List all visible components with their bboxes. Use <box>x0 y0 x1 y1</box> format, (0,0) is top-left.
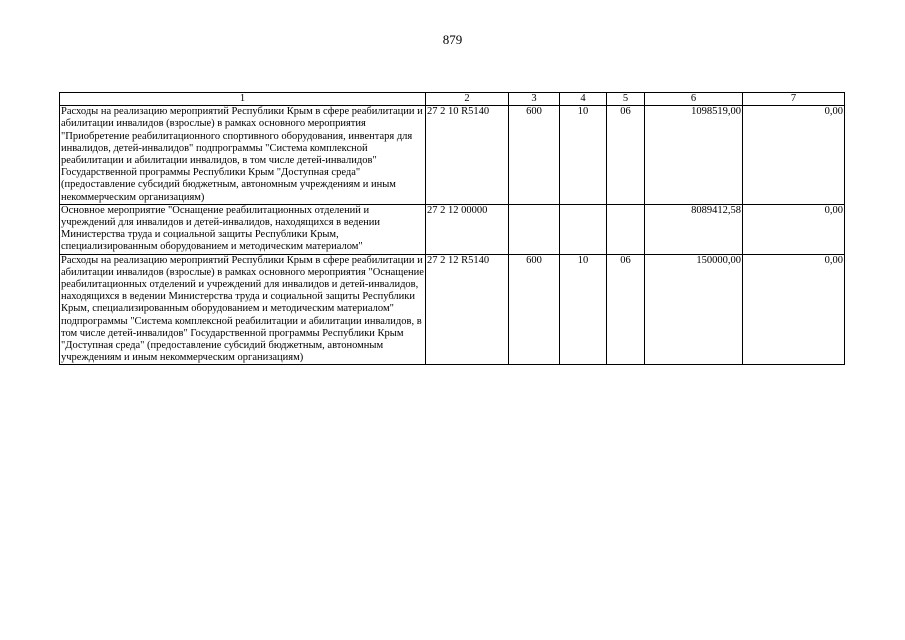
row-description: Расходы на реализацию мероприятий Республики Крым в сфере реабилитации и абилитации инвалидов (взрослые) в рамках основного мероприятия "Приобретение реабилитационного спортивного оборудования, инвентаря для инвалидов, детей-инвалидов" подпрограммы "Система комплексной реабилитации и абилитации инвалидов, в том числе детей-инвалидов" Государственной программы Республики Крым "Доступная среда" (предоставление субсидий бюджетным, автономным учреждениям и иным некоммерческим организациям) <box>60 106 426 205</box>
row-col5: 06 <box>607 106 645 205</box>
table-row <box>60 204 845 254</box>
row-col4: 10 <box>560 254 607 365</box>
row-col7: 0,00 <box>743 106 845 205</box>
row-col6: 150000,00 <box>645 254 743 365</box>
row-col6: 8089412,58 <box>645 204 743 254</box>
column-header: 4 <box>560 93 607 106</box>
column-header: 1 <box>60 93 426 106</box>
row-col4: 10 <box>560 106 607 205</box>
row-code: 27 2 12 00000 <box>426 204 509 254</box>
row-col5: 06 <box>607 254 645 365</box>
table-row <box>60 106 845 205</box>
page-number: 879 <box>442 32 463 47</box>
column-header: 7 <box>743 93 845 106</box>
table-row <box>60 254 845 365</box>
row-description: Расходы на реализацию мероприятий Республики Крым в сфере реабилитации и абилитации инвалидов (взрослые) в рамках основного мероприятия "Оснащение реабилитационных отделений и учреждений для инвалидов и детей-инвалидов, находящихся в ведении Министерства труда и социальной защиты Республики Крым, специализированным оборудованием и методическим материалом" подпрограммы "Система комплексной реабилитации и абилитации инвалидов, в том числе детей-инвалидов" Государственной программы Республики Крым "Доступная среда" (предоставление субсидий бюджетным, автономным учреждениям и иным некоммерческим организациям) <box>61 254 424 364</box>
row-col3: 600 <box>509 106 560 205</box>
budget-table <box>59 92 845 365</box>
column-header: 2 <box>426 93 509 106</box>
row-description: Основное мероприятие "Оснащение реабилитационных отделений и учреждений для инвалидов и детей-инвалидов, находящихся в ведении Министерства труда и социальной защиты Республики Крым, специализированным оборудованием и методическим материалом" <box>60 204 426 254</box>
column-header: 3 <box>509 93 560 106</box>
column-header: 6 <box>645 93 743 106</box>
row-col3 <box>509 204 560 254</box>
row-col3: 600 <box>509 254 560 365</box>
row-col7: 0,00 <box>743 254 845 365</box>
row-col6: 1098519,00 <box>645 106 743 205</box>
row-code: 27 2 12 R5140 <box>426 254 509 365</box>
row-col5 <box>607 204 645 254</box>
row-col7: 0,00 <box>743 204 845 254</box>
row-col4 <box>560 204 607 254</box>
header-row <box>60 93 845 106</box>
column-header: 5 <box>607 93 645 106</box>
row-code: 27 2 10 R5140 <box>426 106 509 205</box>
